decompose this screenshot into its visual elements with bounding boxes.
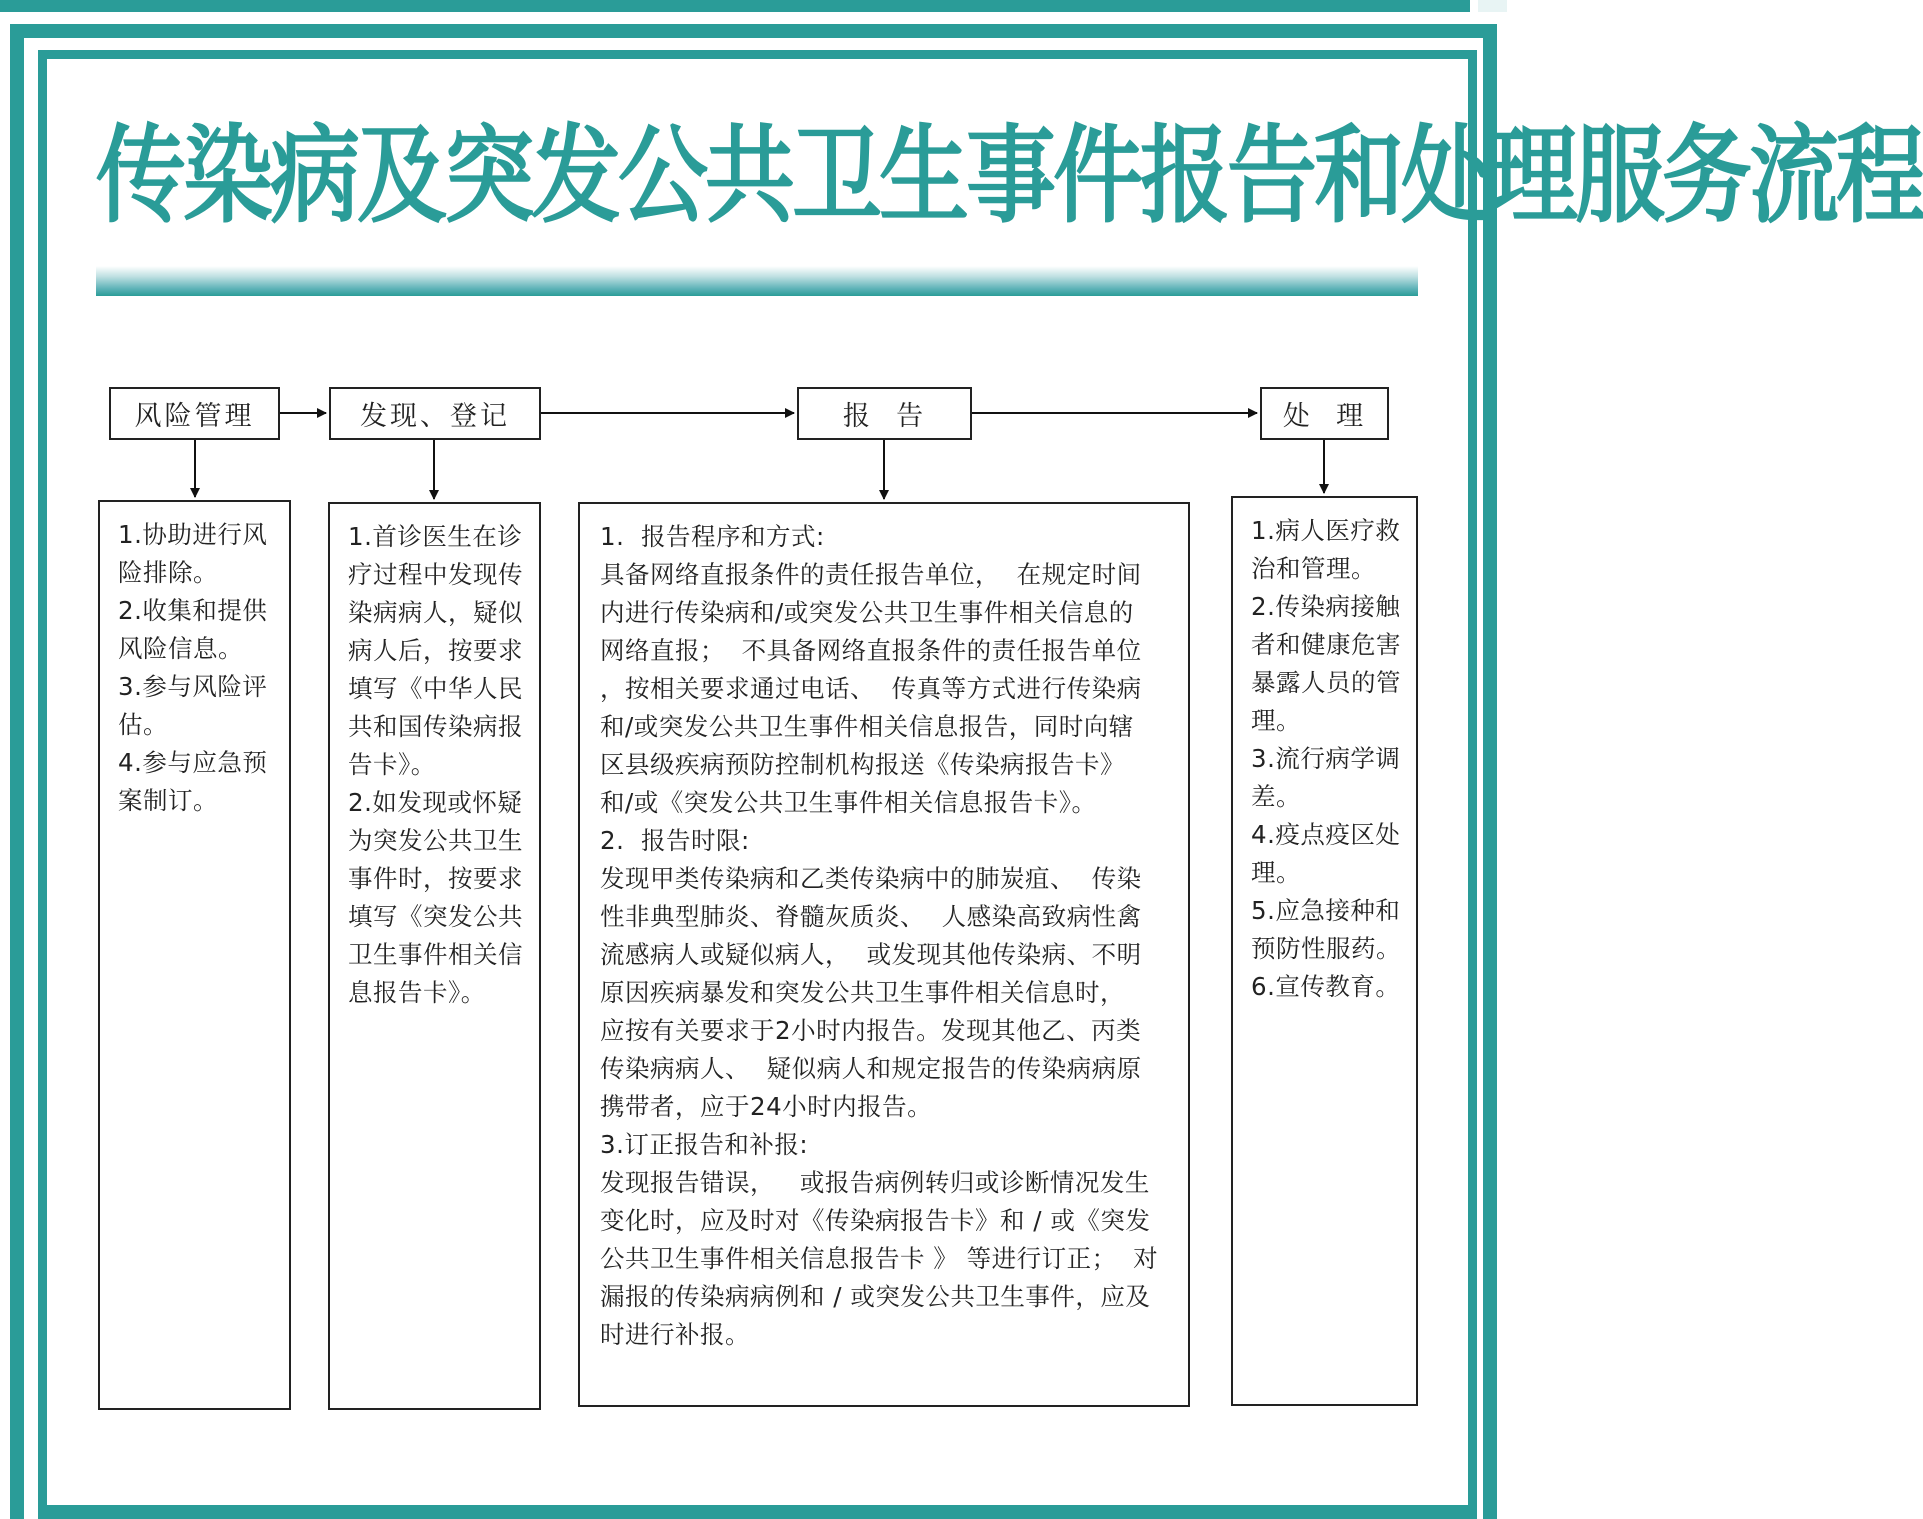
detail-line: 告卡》。 [348,750,436,779]
detail-line: 卫生事件相关信 [348,940,523,969]
detail-line: 预防性服药。 [1251,934,1401,963]
detail-line: 发现甲类传染病和乙类传染病中的肺炭疽、 传染 [600,864,1142,893]
detail-line: 2.传染病接触 [1251,592,1401,621]
detail-line: 3.订正报告和补报: [600,1130,809,1159]
detail-line: 性非典型肺炎、脊髓灰质炎、 人感染高致病性禽 [600,902,1142,931]
detail-line: ，按相关要求通过电话、 传真等方式进行传染病 [600,674,1142,703]
detail-line: 和/或突发公共卫生事件相关信息报告，同时向辖 [600,712,1134,741]
detail-line: 2.如发现或怀疑 [348,788,523,817]
detail-line: 区县级疾病预防控制机构报送《传染病报告卡》 [600,750,1125,779]
page-title: 传染病及突发公共卫生事件报告和处理服务流程 [96,114,1923,239]
detail-line: 具备网络直报条件的责任报告单位， 在规定时间 [600,560,1142,589]
stage-report-label: 报 告 [842,401,927,432]
detail-line: 6.宣传教育。 [1251,972,1401,1001]
detail-line: 治和管理。 [1251,554,1376,583]
detail-line: 网络直报； 不具备网络直报条件的责任报告单位 [600,636,1142,665]
detail-line: 3.流行病学调 [1251,744,1401,773]
detail-line: 病人后，按要求 [348,636,523,665]
detail-line: 3.参与风险评 [118,672,268,701]
detail-line: 理。 [1251,706,1301,735]
detail-line: 和/或《突发公共卫生事件相关信息报告卡》。 [600,788,1097,817]
detail-line: 2.收集和提供 [118,596,268,625]
stage-risk-management-label: 风险管理 [134,401,255,432]
detail-line: 4.疫点疫区处 [1251,820,1401,849]
detail-line: 理。 [1251,858,1301,887]
detail-line: 5.应急接种和 [1251,896,1401,925]
detail-line: 1.协助进行风 [118,520,268,549]
detail-line: 4.参与应急预 [118,748,268,777]
detail-line: 应按有关要求于2小时内报告。发现其他乙、丙类 [600,1016,1142,1045]
detail-line: 染病病人，疑似 [348,598,523,627]
detail-line: 1.病人医疗救 [1251,516,1401,545]
detail-line: 险排除。 [118,558,218,587]
detail-line: 事件时，按要求 [348,864,523,893]
stage-handle-label: 处 理 [1282,401,1367,432]
detail-line: 内进行传染病和/或突发公共卫生事件相关信息的 [600,598,1134,627]
detail-line: 携带者，应于24小时内报告。 [600,1092,933,1121]
detail-line: 1. 报告程序和方式: [600,522,825,551]
detail-line: 者和健康危害 [1251,630,1401,659]
detail-line: 估。 [118,710,168,739]
detail-line: 息报告卡》。 [348,978,486,1007]
detail-line: 填写《中华人民 [348,674,523,703]
detail-line: 公共卫生事件相关信息报告卡 》 等进行订正； 对 [600,1244,1159,1273]
detail-line: 1.首诊医生在诊 [348,522,523,551]
detail-line: 差。 [1251,782,1301,811]
detail-line: 填写《突发公共 [348,902,523,931]
detail-line: 2. 报告时限: [600,826,750,855]
detail-line: 流感病人或疑似病人， 或发现其他传染病、不明 [600,940,1142,969]
detail-line: 案制订。 [118,786,218,815]
detail-line: 传染病病人、 疑似病人和规定报告的传染病病原 [600,1054,1142,1083]
detail-line: 暴露人员的管 [1251,668,1401,697]
detail-line: 共和国传染病报 [348,712,523,741]
detail-line: 发现报告错误， 或报告病例转归或诊断情况发生 [600,1168,1150,1197]
detail-line: 漏报的传染病病例和 / 或突发公共卫生事件，应及 [600,1282,1151,1311]
detail-line: 原因疾病暴发和突发公共卫生事件相关信息时， [600,978,1125,1007]
detail-line: 变化时，应及时对《传染病报告卡》和 / 或《突发 [600,1206,1151,1235]
detail-line: 风险信息。 [118,634,243,663]
detail-line: 疗过程中发现传 [348,560,523,589]
detail-line: 为突发公共卫生 [348,826,523,855]
stage-discover-register-label: 发现、登记 [360,401,510,432]
detail-line: 时进行补报。 [600,1320,750,1349]
